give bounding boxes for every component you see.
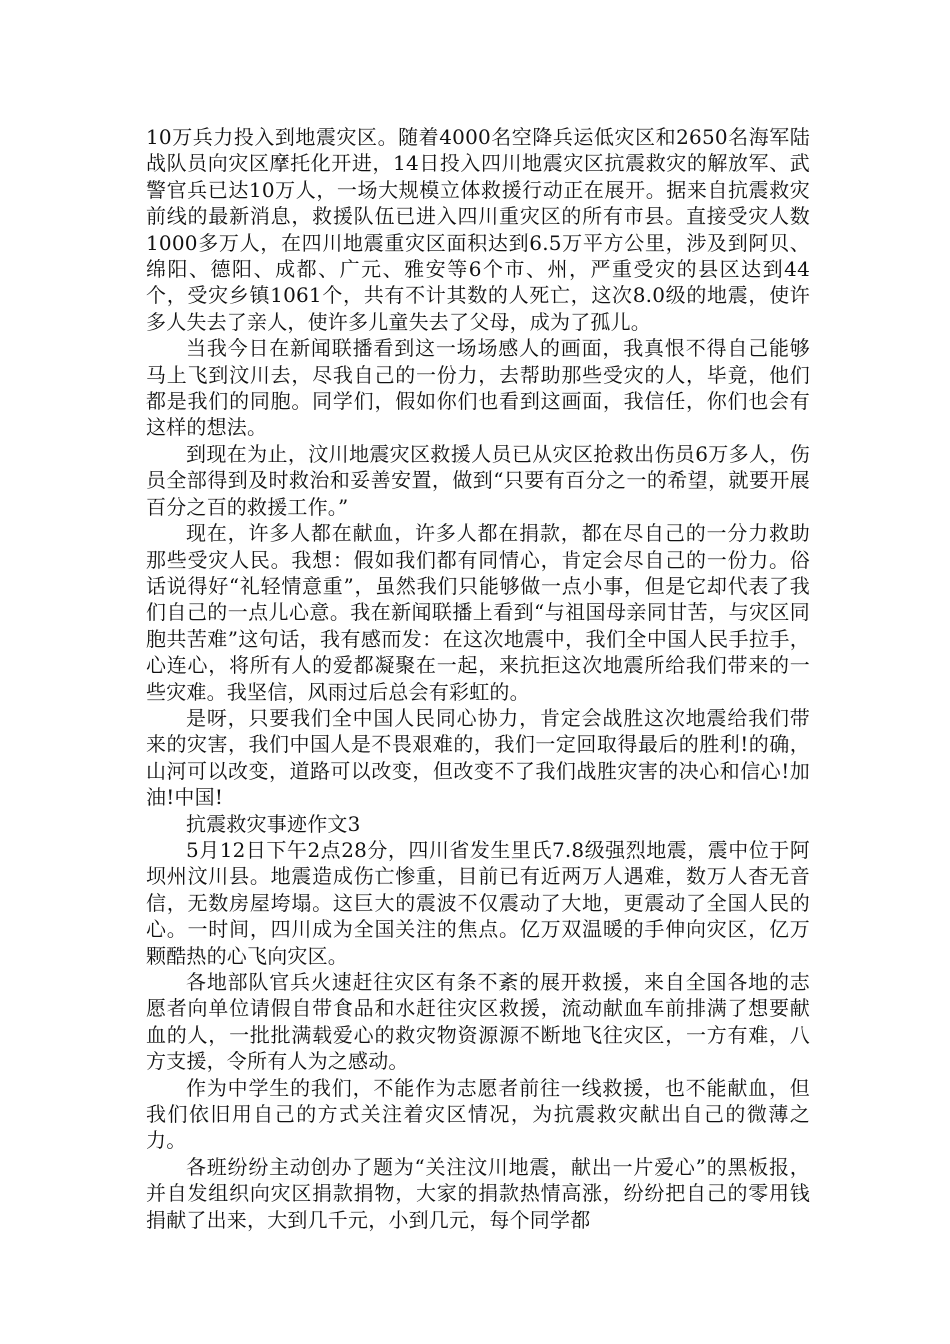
paragraph-7: 5月12日下午2点28分，四川省发生里氏7.8级强烈地震，震中位于阿坝州汶川县。地震造成伤亡惨重，目前已有近两万人遇难，数万人杳无音信，无数房屋垮塌。这巨大的震波不仅震动了大地，更震动了全国人民的心。一时间，四川成为全国关注的焦点。亿万双温暖的手伸向灾区，亿万颗酷热的心飞向灾区。 — [146, 837, 810, 968]
paragraph-10: 各班纷纷主动创办了题为“关注汶川地震，献出一片爱心”的黑板报，并自发组织向灾区捐款捐物，大家的捐款热情高涨，纷纷把自己的零用钱捐献了出来，大到几千元，小到几元，每个同学都 — [146, 1154, 810, 1232]
paragraph-2: 当我今日在新闻联播看到这一场场感人的画面，我真恨不得自己能够马上飞到汶川去，尽我自己的一份力，去帮助那些受灾的人，毕竟，他们都是我们的同胞。同学们，假如你们也看到这画面，我信任，你们也会有这样的想法。 — [146, 336, 810, 440]
paragraph-1: 10万兵力投入到地震灾区。随着4000名空降兵运低灾区和2650名海军陆战队员向灾区摩托化开进，14日投入四川地震灾区抗震救灾的解放军、武警官兵已达10万人，一场大规模立体救援行动正在展开。据来自抗震救灾前线的最新消息，救援队伍已进入四川重灾区的所有市县。直接受灾人数1000多万人，在四川地震重灾区面积达到6.5万平方公里，涉及到阿贝、绵阳、德阳、成都、广元、雅安等6个市、州，严重受灾的县区达到44个，受灾乡镇1061个，共有不计其数的人死亡，这次8.0级的地震，使许多人失去了亲人，使许多儿童失去了父母，成为了孤儿。 — [146, 125, 810, 334]
section-heading: 抗震救灾事迹作文3 — [186, 811, 361, 836]
paragraph-3: 到现在为止，汶川地震灾区救援人员已从灾区抢救出伤员6万多人，伤员全部得到及时救治和妥善安置，做到“只要有百分之一的希望，就要开展百分之百的救援工作。” — [146, 441, 810, 519]
paragraph-8: 各地部队官兵火速赶往灾区有条不紊的展开救援，来自全国各地的志愿者向单位请假自带食品和水赶往灾区救援，流动献血车前排满了想要献血的人，一批批满载爱心的救灾物资源源不断地飞往灾区，一方有难，八方支援，令所有人为之感动。 — [146, 970, 810, 1074]
paragraph-9: 作为中学生的我们，不能作为志愿者前往一线救援，也不能献血，但我们依旧用自己的方式关注着灾区情况，为抗震救灾献出自己的微薄之力。 — [146, 1075, 810, 1153]
paragraph-5: 是呀，只要我们全中国人民同心协力，肯定会战胜这次地震给我们带来的灾害，我们中国人是不畏艰难的，我们一定回取得最后的胜利!的确，山河可以改变，道路可以改变，但改变不了我们战胜灾害的决心和信心!加油!中国! — [146, 705, 810, 810]
paragraph-4: 现在，许多人都在献血，许多人都在捐款，都在尽自己的一分力救助那些受灾人民。我想：假如我们都有同情心，肯定会尽自己的一份力。俗话说得好“礼轻情意重”，虽然我们只能够做一点小事，但是它却代表了我们自己的一点儿心意。我在新闻联播上看到“与祖国母亲同甘苦，与灾区同胞共苦难”这句话，我有感而发：在这次地震中，我们全中国人民手拉手，心连心，将所有人的爱都凝聚在一起，来抗拒这次地震所给我们带来的一些灾难。我坚信，风雨过后总会有彩虹的。 — [146, 521, 810, 704]
document-body — [146, 124, 810, 1233]
